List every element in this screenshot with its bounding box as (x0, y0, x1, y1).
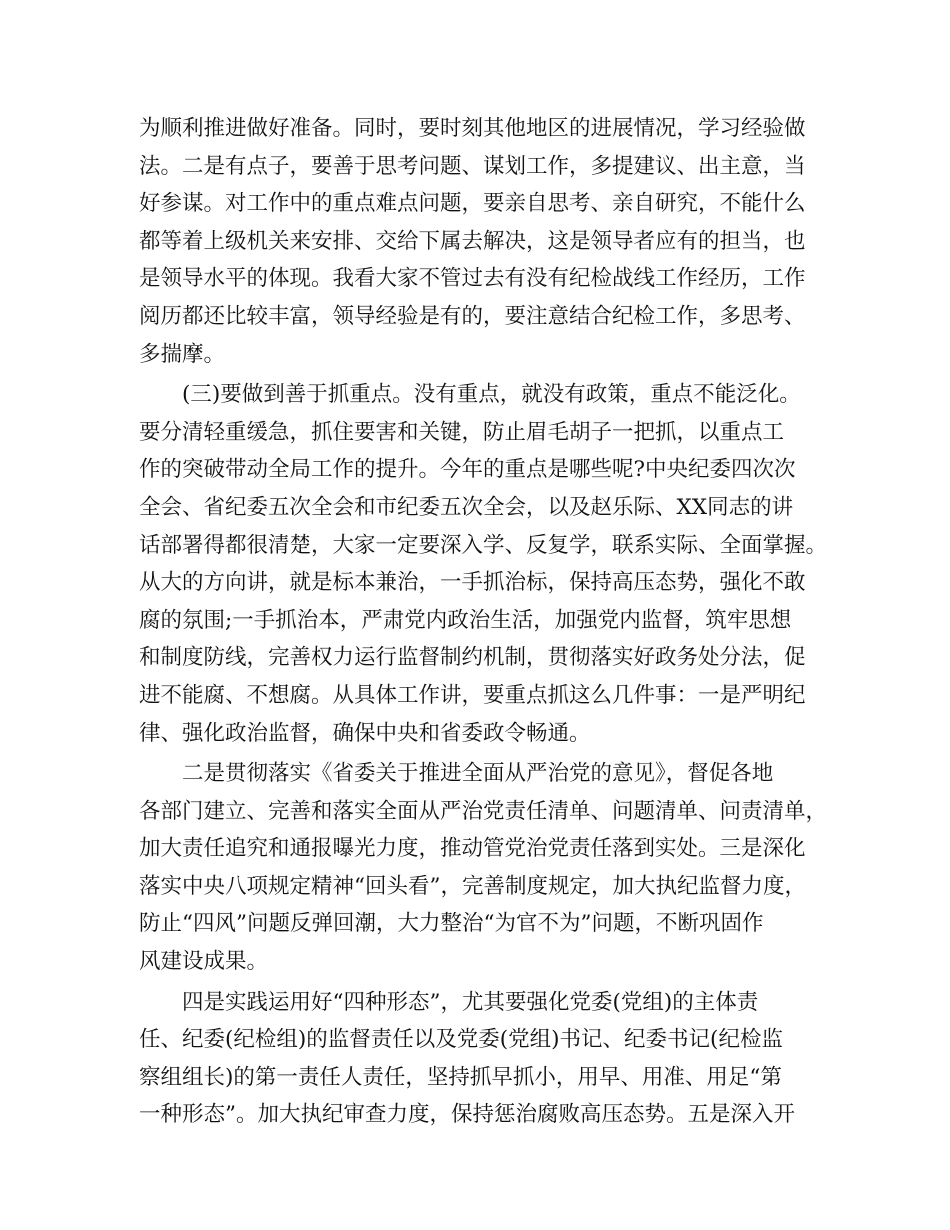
text-line: 从大的方向讲，就是标本兼治，一手抓治标，保持高压态势，强化不敢 (139, 570, 806, 596)
text-line: 和制度防线，完善权力运行监督制约机制，贯彻落实好政务处分法，促 (139, 645, 806, 671)
paragraph-1 (139, 110, 839, 373)
text-line: 一种形态”。加大执纪审查力度，保持惩治腐败高压态势。五是深入开 (139, 1102, 795, 1128)
text-line: 要分清轻重缓急，抓住要害和关键，防止眉毛胡子一把抓，以重点工 (139, 419, 785, 445)
text-line: 话部署得都很清楚，大家一定要深入学、反复学，联系实际、全面掌握。 (139, 532, 828, 558)
text-line: 进不能腐、不想腐。从具体工作讲，要重点抓这么几件事：一是严明纪 (139, 682, 806, 708)
text-line: 阅历都还比较丰富，领导经验是有的，要注意结合纪检工作，多思考、 (139, 303, 806, 329)
paragraph-4 (139, 984, 839, 1134)
text-line: 作的突破带动全局工作的提升。今年的重点是哪些呢?中央纪委四次次 (139, 457, 796, 483)
text-line: 多揣摩。 (139, 341, 226, 367)
text-line: 防止“四风”问题反弹回潮，大力整治“为官不为”问题，不断巩固作 (139, 911, 764, 937)
text-line: 律、强化政治监督，确保中央和省委政令畅通。 (139, 720, 591, 746)
text-line: 各部门建立、完善和落实全面从严治党责任清单、问题清单、问责清单， (139, 798, 828, 824)
text-line: 任、纪委(纪检组)的监督责任以及党委(党组)书记、纪委书记(纪检监 (139, 1027, 783, 1053)
text-line: 都等着上级机关来安排、交给下属去解决，这是领导者应有的担当，也 (139, 228, 806, 254)
paragraph-3 (139, 755, 839, 981)
text-line: 全会、省纪委五次全会和市纪委五次全会，以及赵乐际、XX同志的讲 (139, 494, 794, 520)
text-line: 四是实践运用好“四种形态”，尤其要强化党委(党组)的主体责 (182, 989, 759, 1015)
paragraph-2 (139, 376, 839, 752)
text-line: 落实中央八项规定精神“回头看”，完善制度规定，加大执纪监督力度， (139, 873, 806, 899)
text-line: 风建设成果。 (139, 949, 269, 975)
text-line: 为顺利推进做好准备。同时，要时刻其他地区的进展情况，学习经验做 (139, 116, 806, 141)
text-line: (三)要做到善于抓重点。没有重点，就没有政策，重点不能泛化。 (182, 382, 801, 408)
text-line: 加大责任追究和通报曝光力度，推动管党治党责任落到实处。三是深化 (139, 836, 806, 862)
text-line: 法。二是有点子，要善于思考问题、谋划工作，多提建议、出主意，当 (139, 153, 806, 179)
text-line: 好参谋。对工作中的重点难点问题，要亲自思考、亲自研究，不能什么 (139, 191, 806, 217)
text-line: 察组组长)的第一责任人责任，坚持抓早抓小，用早、用准、用足“第 (139, 1064, 782, 1090)
document-body (139, 110, 839, 1134)
text-line: 二是贯彻落实《省委关于推进全面从严治党的意见》，督促各地 (182, 761, 774, 787)
text-line: 是领导水平的体现。我看大家不管过去有没有纪检战线工作经历，工作 (139, 266, 806, 292)
text-line: 腐的氛围;一手抓治本，严肃党内政治生活，加强党内监督，筑牢思想 (139, 607, 792, 633)
